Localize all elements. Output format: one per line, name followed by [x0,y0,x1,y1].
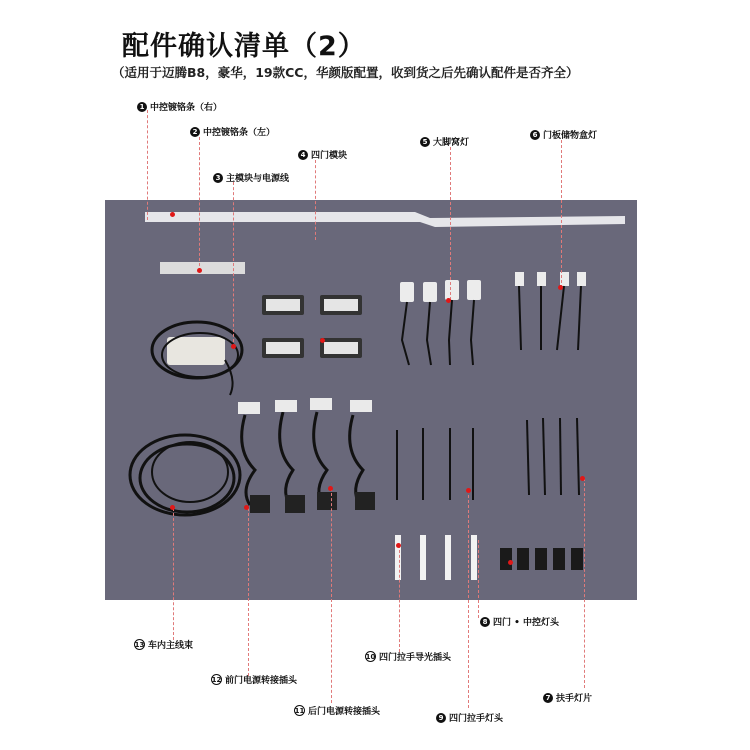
item-label-2 [190,125,275,138]
leader-line-6 [561,140,562,288]
marker-dot-7 [580,476,585,481]
page-subtitle: （适用于迈腾B8，豪华，19款CC，华颜版配置，收到货之后先确认配件是否齐全） [112,65,579,80]
marker-dot-12 [244,505,249,510]
leader-line-3 [233,182,234,347]
item-label-6 [530,128,597,141]
item-number-3: 3 [213,173,223,183]
item-number-4: 4 [298,150,308,160]
item-text-9: 四门拉手灯头 [449,714,504,724]
item-number-9: 9 [436,713,446,723]
item-number-11: 11 [294,706,305,715]
item-number-8: 8 [480,617,490,627]
item-text-3: 主模块与电源线 [226,174,290,184]
leader-line-13 [173,508,174,640]
item-text-2: 中控镀铬条（左） [203,128,276,138]
marker-dot-3 [231,344,236,349]
leader-line-12 [248,508,249,676]
leader-line-4 [315,160,316,240]
item-number-13: 13 [134,640,145,649]
item-text-5: 大脚窝灯 [433,138,470,148]
leader-line-10 [399,545,400,652]
leader-line-8 [478,540,479,618]
item-label-4 [298,148,347,161]
item-text-12: 前门电源转接插头 [225,676,298,686]
item-label-7 [543,691,592,704]
item-text-8: 四门 • 中控灯头 [493,618,560,628]
marker-dot-1 [170,212,175,217]
item-label-8 [480,615,559,628]
item-number-2: 2 [190,127,200,137]
leader-line-7 [584,478,585,688]
leader-line-5 [450,147,451,300]
item-text-11: 后门电源转接插头 [308,707,381,717]
marker-dot-4 [320,338,325,343]
page-title: 配件确认清单（2） [122,31,366,62]
item-text-1: 中控镀铬条（右） [150,103,223,113]
item-text-10: 四门拉手导光插头 [379,653,452,663]
item-number-6: 6 [530,130,540,140]
marker-dot-5 [446,298,451,303]
marker-dot-10 [396,543,401,548]
item-number-1: 1 [137,102,147,112]
item-label-11 [294,704,380,717]
marker-dot-2 [197,268,202,273]
accessories-photo [105,200,637,600]
leader-line-1 [147,110,148,220]
item-number-5: 5 [420,137,430,147]
item-text-13: 车内主线束 [148,641,194,651]
marker-dot-9 [466,488,471,493]
item-text-7: 扶手灯片 [556,694,593,704]
item-label-1 [137,100,222,113]
item-label-9 [436,711,503,724]
item-text-4: 四门模块 [311,151,348,161]
item-label-3 [213,171,289,184]
item-label-12 [211,673,297,686]
marker-dot-6 [558,285,563,290]
item-number-7: 7 [543,693,553,703]
accessories-illustration [105,200,637,600]
leader-line-11 [331,488,332,703]
leader-line-9 [468,490,469,708]
item-label-10 [365,650,451,663]
item-number-10: 10 [365,652,376,661]
item-label-5 [420,135,469,148]
item-number-12: 12 [211,675,222,684]
item-label-13 [134,638,193,651]
marker-dot-11 [328,486,333,491]
item-text-6: 门板储物盒灯 [543,131,598,141]
marker-dot-13 [170,505,175,510]
leader-line-2 [199,137,200,271]
marker-dot-8 [508,560,513,565]
